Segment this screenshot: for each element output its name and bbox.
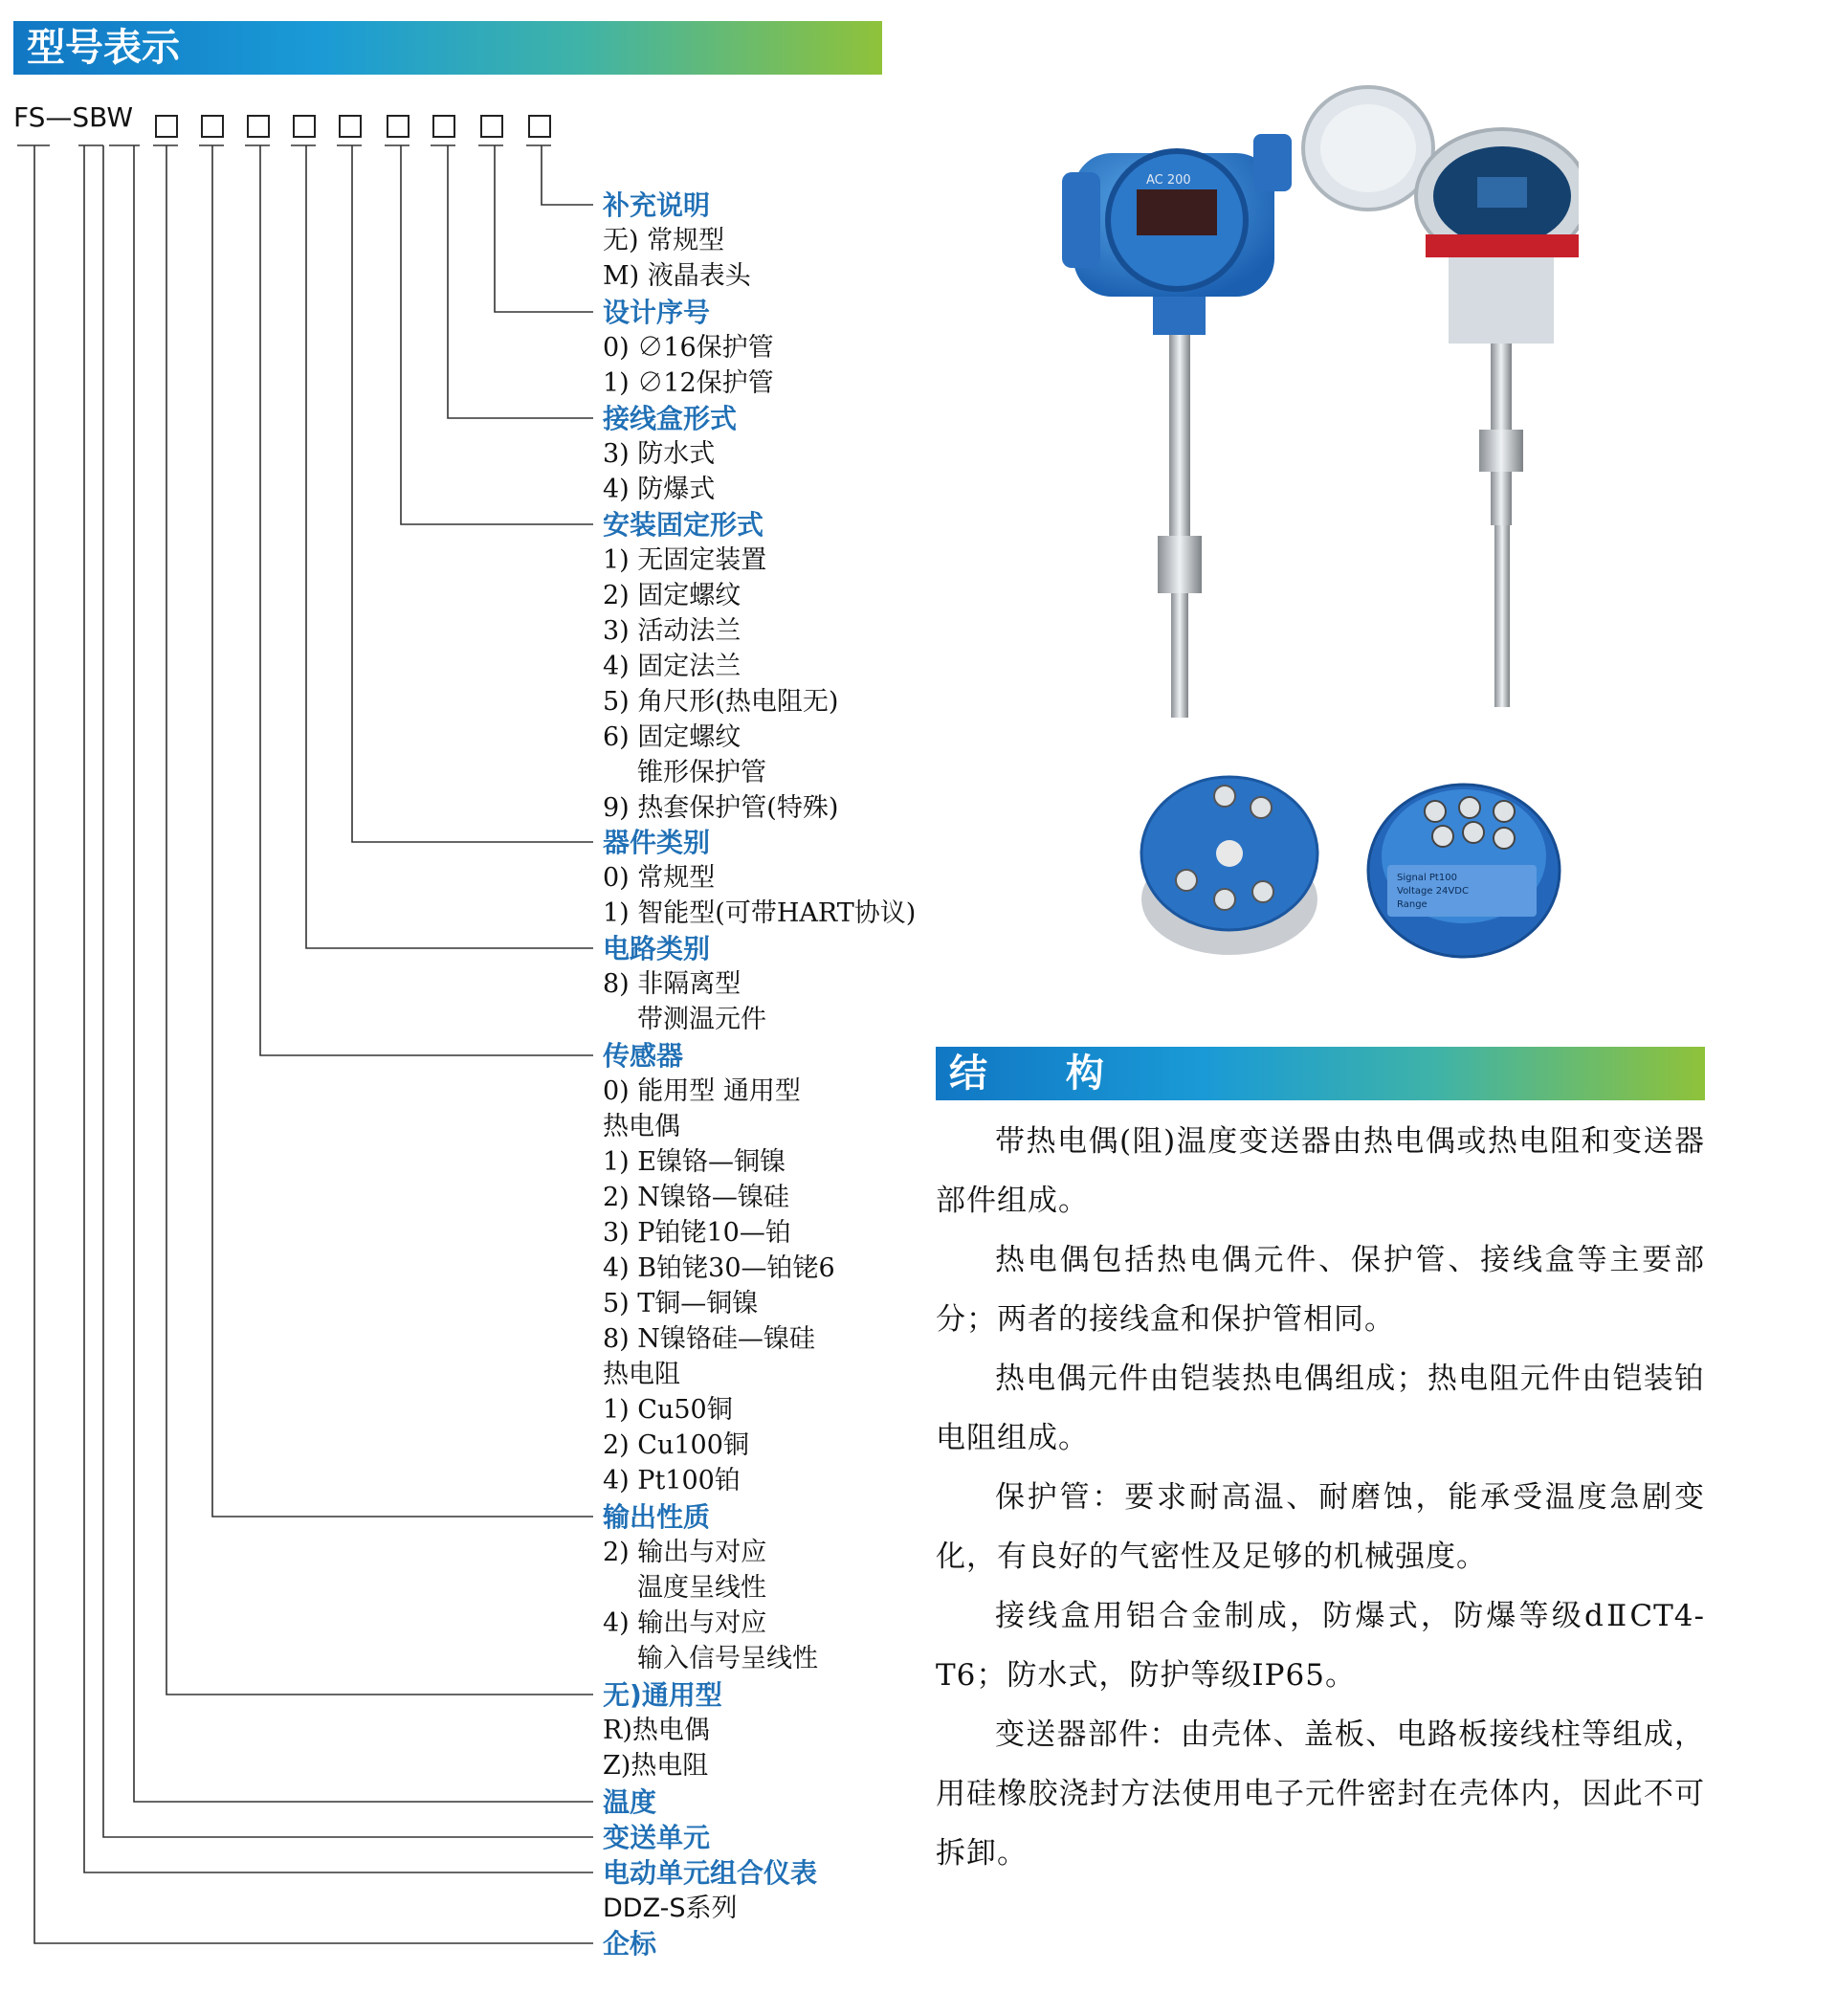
option-item: Z)热电阻 (603, 1751, 709, 1781)
option-item: 1) 无固定装置 (603, 545, 767, 575)
option-item: 1) E镍铬—铜镍 (603, 1147, 786, 1177)
option-item: 0) 常规型 (603, 863, 716, 893)
round-module-photo-1 (1129, 765, 1330, 966)
group-heading-temperature: 温度 (603, 1786, 657, 1818)
option-item: 2) 固定螺纹 (603, 581, 741, 610)
group-heading-design-no: 设计序号 (603, 297, 711, 328)
option-item: 热电阻 (603, 1360, 680, 1389)
option-item: DDZ-S系列 (603, 1894, 738, 1923)
option-item: 3) 活动法兰 (603, 616, 741, 646)
option-item: 3) 防水式 (603, 439, 716, 469)
structure-paragraph: 带热电偶(阻)温度变送器由热电偶或热电阻和变送器部件组成。 (936, 1124, 1705, 1218)
option-item: 0) ∅16保护管 (603, 333, 774, 363)
option-item: 1) 智能型(可带HART协议) (603, 898, 917, 928)
module-label-line-1: Signal Pt100 (1397, 873, 1457, 883)
option-item: 8) N镍铬硅—镍硅 (603, 1324, 815, 1354)
option-item: 无) 常规型 (603, 226, 725, 255)
option-item: 4) Pt100铂 (603, 1466, 741, 1495)
group-heading-device-type: 器件类别 (603, 827, 711, 858)
structure-paragraph: 变送器部件：由壳体、盖板、电路板接线柱等组成，用硅橡胶浇封方法使用电子元件密封在壳体内，因此不可拆卸。 (936, 1717, 1705, 1871)
group-heading-supplement: 补充说明 (603, 189, 711, 221)
group-heading-output: 输出性质 (603, 1501, 711, 1533)
option-item: 1) ∅12保护管 (603, 368, 774, 398)
round-module-photo-2 (1359, 765, 1569, 966)
group-heading-junction-box: 接线盒形式 (603, 403, 738, 434)
option-item: 2) 输出与对应 (603, 1538, 767, 1567)
option-item: 9) 热套保护管(特殊) (603, 793, 839, 823)
structure-section-title: 结 构 (936, 1047, 1705, 1100)
option-item: 4) B铂铑30—铂铑6 (603, 1253, 835, 1283)
group-heading-ddz: 电动单元组合仪表 (603, 1857, 818, 1889)
option-item: 5) 角尺形(热电阻无) (603, 687, 839, 717)
junction-box-photo (1273, 81, 1579, 713)
group-heading-circuit-type: 电路类别 (603, 933, 711, 964)
structure-paragraph: 保护管：要求耐高温、耐磨蚀，能承受温度急剧变化，有良好的气密性及足够的机械强度。 (936, 1480, 1705, 1574)
option-item: 锥形保护管 (637, 758, 766, 787)
option-item: 8) 非隔离型 (603, 969, 741, 999)
option-item: 输入信号呈线性 (637, 1644, 818, 1673)
structure-paragraph: 热电偶包括热电偶元件、保护管、接线盒等主要部分；两者的接线盒和保护管相同。 (936, 1243, 1705, 1337)
option-item: 6) 固定螺纹 (603, 722, 741, 752)
group-heading-mounting: 安装固定形式 (603, 509, 764, 541)
option-item: M) 液晶表头 (603, 261, 751, 291)
option-item: 热电偶 (603, 1112, 680, 1141)
option-item: 温度呈线性 (637, 1573, 766, 1603)
structure-paragraph: 热电偶元件由铠装热电偶组成；热电阻元件由铠装铂电阻组成。 (936, 1362, 1705, 1455)
group-heading-enterprise-standard: 企标 (603, 1928, 657, 1960)
group-heading-general: 无)通用型 (603, 1679, 722, 1711)
option-item: 4) 固定法兰 (603, 652, 741, 681)
model-section-title: 型号表示 (13, 21, 882, 75)
module-label-line-3: Range (1397, 899, 1428, 910)
option-item: 2) Cu100铜 (603, 1430, 749, 1460)
option-item: 1) Cu50铜 (603, 1395, 733, 1425)
display-model-label: AC 200 (1146, 173, 1191, 188)
group-heading-sensor: 传感器 (603, 1040, 684, 1072)
option-item: 2) N镍铬—镍硅 (603, 1183, 789, 1212)
option-item: 4) 输出与对应 (603, 1608, 767, 1638)
option-item: 0) 能用型 通用型 (603, 1076, 801, 1106)
module-label-line-2: Voltage 24VDC (1397, 886, 1469, 897)
model-code-prefix: FS—SBW (13, 101, 134, 133)
option-item: 5) T铜—铜镍 (603, 1289, 759, 1318)
option-item: 3) P铂铑10—铂 (603, 1218, 791, 1248)
group-heading-transmitter-unit: 变送单元 (603, 1822, 711, 1853)
option-item: R)热电偶 (603, 1716, 710, 1745)
option-item: 4) 防爆式 (603, 475, 716, 504)
structure-description (936, 1112, 1705, 1883)
option-item: 带测温元件 (637, 1005, 766, 1034)
structure-paragraph: 接线盒用铝合金制成，防爆式，防爆等级dⅡCT4-T6；防水式，防护等级IP65。 (936, 1599, 1705, 1693)
